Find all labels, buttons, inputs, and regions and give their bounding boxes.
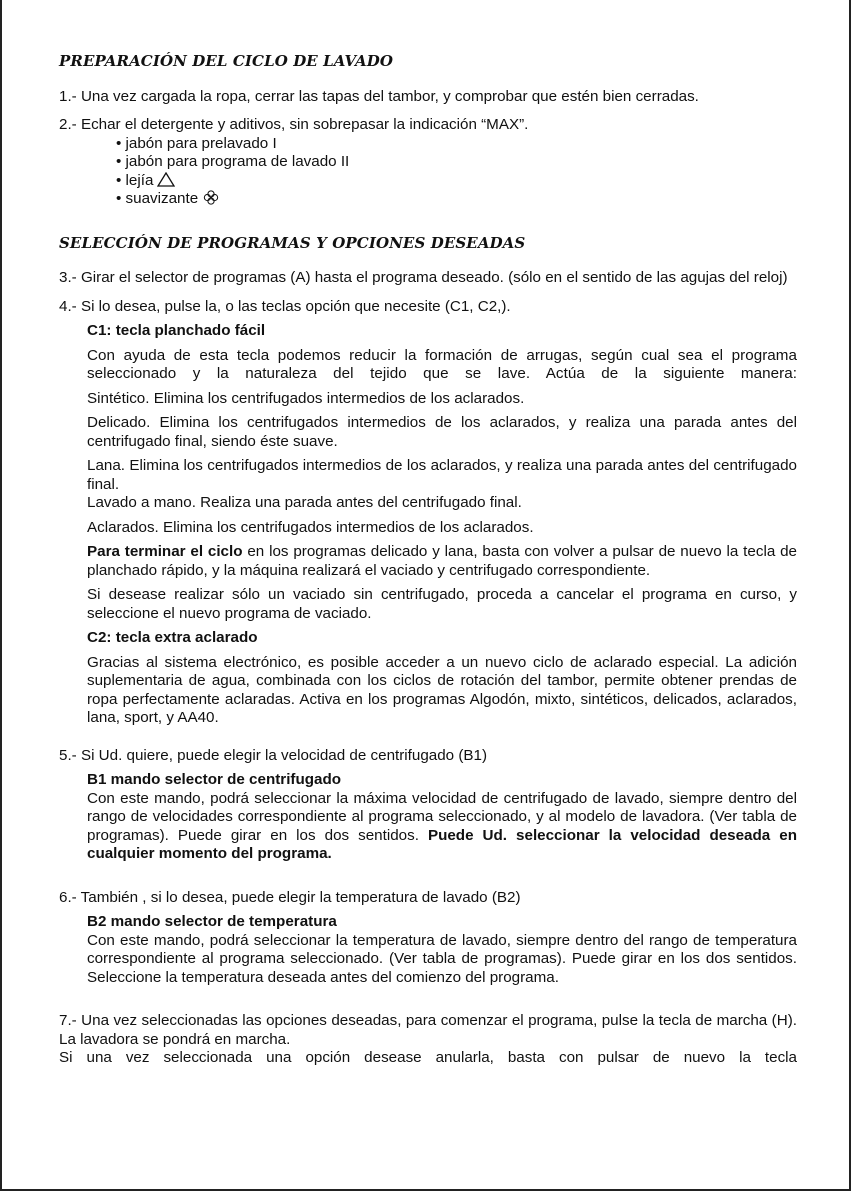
c1-end-cycle: Para terminar el ciclo en los programas delicado y lana, basta con volver a pulsar de nuevo la tecla de planchado rápido, y la máquina realizará el vaciado y centrifugado correspondiente.: [87, 543, 797, 579]
c1-wool: Lana. Elimina los centrifugados intermedios de los aclarados, y realiza una parada antes del centrifugado final.: [87, 457, 797, 493]
c1-handwash: Lavado a mano. Realiza una parada antes del centrifugado final.: [87, 494, 522, 511]
step-1: 1.- Una vez cargada la ropa, cerrar las tapas del tambor, y comprobar que estén bien cerradas.: [59, 87, 699, 105]
b1-paragraph: Con este mando, podrá seleccionar la máxima velocidad de centrifugado de lavado, siempre dentro del rango de velocidades correspondiente al programa seleccionado, y al modelo de lavadora. (Ver tabla de programas). Puede girar en los dos sentidos. Puede Ud. seleccionar la velocidad deseada en cualquier momento del programa.: [87, 789, 797, 862]
list-item: • lejía: [116, 172, 797, 191]
b1-title: B1 mando selector de centrifugado: [87, 771, 342, 788]
c1-synthetic: Sintético. Elimina los centrifugados intermedios de los aclarados.: [87, 389, 525, 407]
list-item: • suavizante: [116, 190, 797, 209]
list-item: • jabón para programa de lavado II: [116, 153, 350, 170]
step-7: 7.- Una vez seleccionadas las opciones deseadas, para comenzar el programa, pulse la tecla de marcha (H). La lavadora se pondrá en marcha.: [59, 1012, 797, 1048]
c1-paragraph: Con ayuda de esta tecla podemos reducir la formación de arrugas, según cual sea el programa seleccionado y la naturaleza del tejido que se lave. Actúa de la siguiente manera:: [87, 346, 797, 382]
b2-title: B2 mando selector de temperatura: [87, 913, 337, 930]
section-heading-selection: SELECCIÓN DE PROGRAMAS Y OPCIONES DESEADAS: [59, 233, 526, 252]
c1-title: C1: tecla planchado fácil: [87, 322, 266, 339]
step-3: 3.- Girar el selector de programas (A) hasta el programa deseado. (sólo en el sentido de las agujas del reloj): [59, 269, 788, 286]
c1-delicate: Delicado. Elimina los centrifugados intermedios de los aclarados, y realiza una parada antes del centrifugado final, siendo éste suave.: [87, 414, 797, 450]
c2-paragraph: Gracias al sistema electrónico, es posible acceder a un nuevo ciclo de aclarado especial. La adición suplementaria de agua, combinada con los ciclos de rotación del tambor, permite obtener prendas de ropa perfectamente aclaradas. Activa en los programas Algodón, mixto, sintéticos, delicados, aclarados, lana, sport, y AA40.: [87, 653, 797, 726]
step-4: 4.- Si lo desea, pulse la, o las teclas opción que necesite (C1, C2,).: [59, 297, 511, 315]
b2-paragraph: Con este mando, podrá seleccionar la temperatura de lavado, siempre dentro del rango de temperatura correspondiente al programa seleccionado. (Ver tabla de programas). Puede girar en los dos sentidos. Seleccione la temperatura deseada antes del comienzo del programa.: [87, 931, 797, 986]
list-item: • jabón para prelavado I: [116, 134, 277, 152]
softener-flower-icon: [202, 190, 220, 205]
additive-list: [116, 135, 797, 209]
step-7-note: Si una vez seleccionada una opción desease anularla, basta con pulsar de nuevo la tecla: [59, 1049, 797, 1066]
document-content: [59, 52, 797, 1068]
c1-drain: Si desease realizar sólo un vaciado sin centrifugado, proceda a cancelar el programa en curso, y seleccione el nuevo programa de vaciado.: [87, 586, 797, 622]
bleach-triangle-icon: [157, 172, 175, 187]
step-2: 2.- Echar el detergente y aditivos, sin sobrepasar la indicación “MAX”.: [59, 116, 529, 133]
step-5: 5.- Si Ud. quiere, puede elegir la velocidad de centrifugado (B1): [59, 746, 488, 764]
section-heading-preparation: PREPARACIÓN DEL CICLO DE LAVADO: [59, 52, 394, 70]
c1-rinse: Aclarados. Elimina los centrifugados intermedios de los aclarados.: [87, 518, 534, 536]
c2-title: C2: tecla extra aclarado: [87, 629, 258, 646]
step-6: 6.- También , si lo desea, puede elegir la temperatura de lavado (B2): [59, 888, 521, 906]
